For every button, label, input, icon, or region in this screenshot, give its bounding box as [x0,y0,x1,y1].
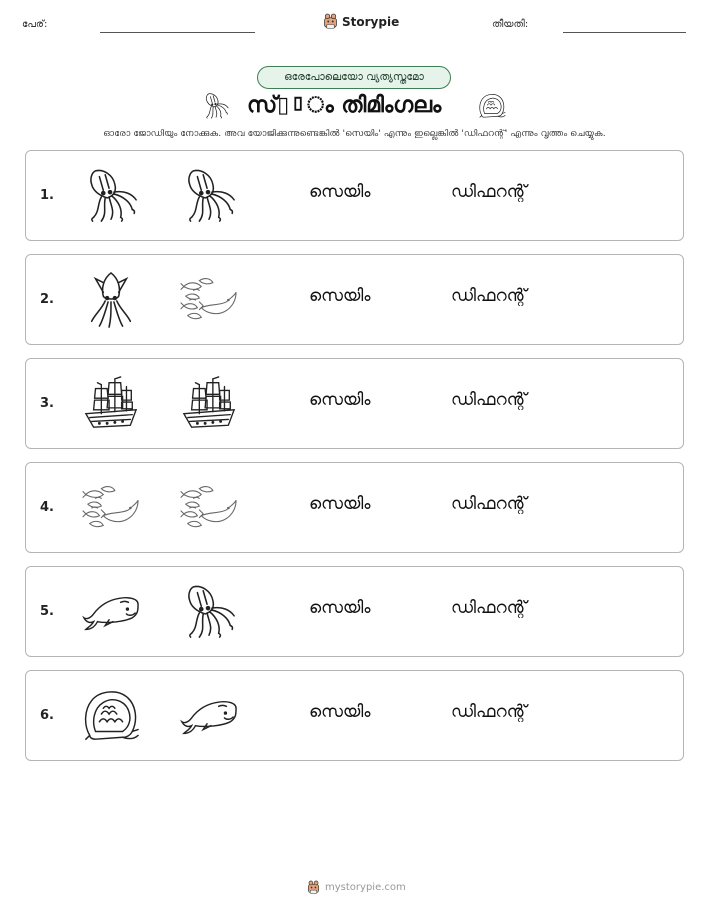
instructions: ഓരോ ജോഡിയും നോക്കുക. അവ യോജിക്കുന്നുണ്ടെങ്കിൽ 'സെയിം' എന്നും ഇല്ലെങ്കിൽ 'ഡിഫറന്റ്' എന്നും വൃത്തം ചെയ്യുക. [103,128,606,139]
question-row [25,670,684,761]
name-label: പേര്: [22,19,48,30]
date-line[interactable] [563,32,686,33]
same-option[interactable]: സെയിം [309,286,371,306]
ship-icon [180,375,238,433]
brand-name: Storypie [342,14,400,29]
title-row [0,90,709,122]
same-option[interactable]: സെയിം [309,390,371,410]
different-option[interactable]: ഡിഫറന്റ് [451,494,527,514]
question-number: 3. [40,396,54,411]
brand [323,13,399,30]
different-option[interactable]: ഡിഫറന്റ് [451,182,527,202]
storypie-mascot-icon [307,880,320,895]
footer-url[interactable]: mystorypie.com [325,882,406,893]
different-option[interactable]: ഡിഫറന്റ് [451,598,527,618]
activity-type-badge: ഒരേപോലെയോ വ്യത്യസ്തമോ [257,66,451,89]
question-row [25,150,684,241]
same-option[interactable]: സെയിം [309,702,371,722]
date-label: തീയതി: [492,19,529,30]
squid-icon [82,167,140,225]
whale-bubble-icon [478,92,506,120]
different-option[interactable]: ഡിഫറന്റ് [451,390,527,410]
question-number: 2. [40,292,54,307]
squid-icon [180,583,238,641]
question-number: 6. [40,708,54,723]
question-number: 4. [40,500,54,515]
squid-icon [180,167,238,225]
whale-icon [82,583,140,641]
question-row [25,566,684,657]
question-number: 5. [40,604,54,619]
squid-icon [202,92,230,120]
whale-school-icon [180,271,238,329]
different-option[interactable]: ഡിഫറന്റ് [451,286,527,306]
whale-school-icon [82,479,140,537]
ship-icon [82,375,140,433]
page-title: സ്▯▯ം തിമിംഗലം [247,93,442,118]
same-option[interactable]: സെയിം [309,182,371,202]
question-number: 1. [40,188,54,203]
same-option[interactable]: സെയിം [309,598,371,618]
question-row [25,254,684,345]
squid-icon [82,271,140,329]
whale-bubble-icon [82,687,140,745]
question-row [25,462,684,553]
storypie-mascot-icon [323,13,338,30]
whale-school-icon [180,479,238,537]
question-row [25,358,684,449]
name-line[interactable] [100,32,255,33]
different-option[interactable]: ഡിഫറന്റ് [451,702,527,722]
same-option[interactable]: സെയിം [309,494,371,514]
whale-icon [180,687,238,745]
footer [307,880,406,895]
